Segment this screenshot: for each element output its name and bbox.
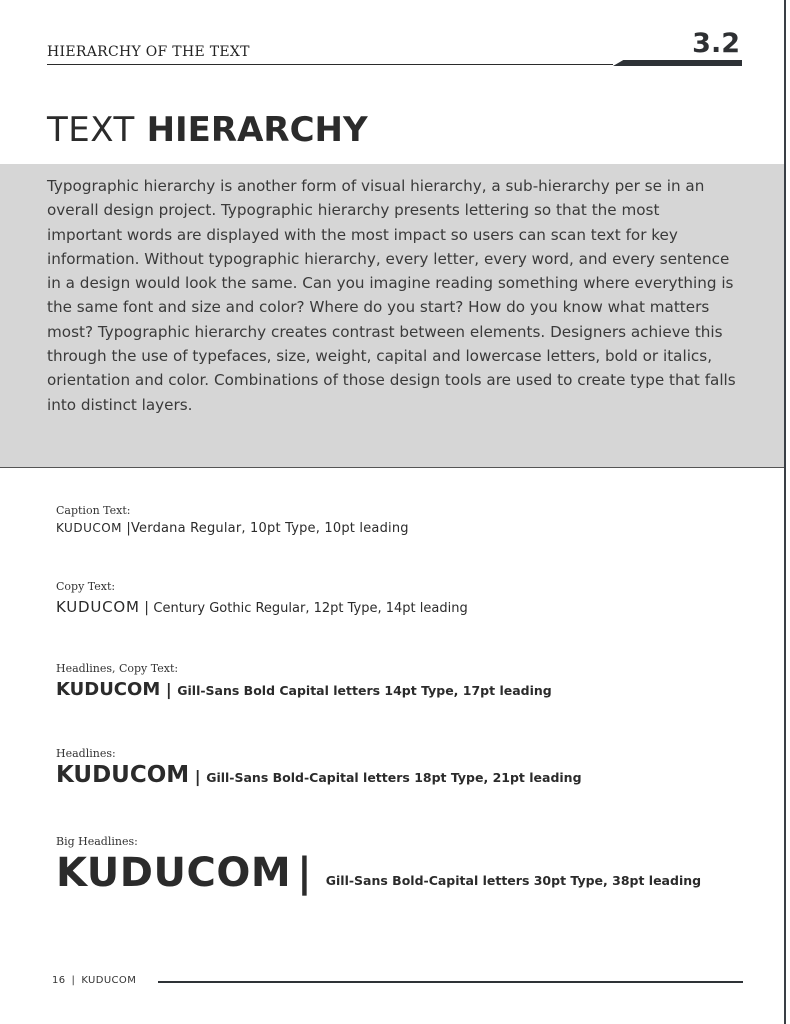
page-number: 16 xyxy=(52,975,66,986)
spec-brand: KUDUCOM xyxy=(56,521,123,535)
intro-paragraph: Typographic hierarchy is another form of visual hierarchy, a sub-hierarchy per se in an overall design project. Typographic hierarchy presents lettering so that the most important words are displayed with the most impact so users can scan text for key information. Without typographic hierarchy, every letter, every word, and every sentence in a design would look the same. Can you imagine reading something where everything is the same font and size and color? Where do you start? How do you know what matters most? Typographic hierarchy creates contrast between elements. Designers achieve this through the use of typefaces, size, weight, capital and lowercase letters, bold or italics, orientation and color. Combinations of those design tools are used to create type that falls into distinct layers. xyxy=(47,177,736,414)
header-accent-bar xyxy=(613,60,742,66)
spec-separator: | xyxy=(194,767,201,786)
spec-headlines xyxy=(56,747,582,788)
spec-label: Headlines, Copy Text: xyxy=(56,662,179,675)
spec-separator: | xyxy=(165,680,172,699)
section-label: HIERARCHY OF THE TEXT xyxy=(47,44,250,60)
spec-sample xyxy=(56,521,409,536)
footer xyxy=(52,975,136,986)
spec-caption-text xyxy=(56,504,409,536)
spec-brand: KUDUCOM xyxy=(56,679,161,700)
spec-sample xyxy=(56,679,552,700)
spec-brand: KUDUCOM xyxy=(56,850,292,896)
spec-description: Gill-Sans Bold Capital letters 14pt Type, 17pt leading xyxy=(177,683,552,698)
spec-description: Century Gothic Regular, 12pt Type, 14pt leading xyxy=(153,601,468,616)
spec-label: Big Headlines: xyxy=(56,835,138,848)
page-title-light: TEXT xyxy=(47,110,135,150)
spec-label: Headlines: xyxy=(56,747,116,760)
spec-sample xyxy=(56,598,468,616)
spec-sample xyxy=(56,850,701,896)
spec-separator: | xyxy=(297,850,312,896)
spec-separator: | xyxy=(126,521,131,536)
spec-description: Gill-Sans Bold-Capital letters 18pt Type, 21pt leading xyxy=(206,770,582,785)
spec-brand: KUDUCOM xyxy=(56,598,140,616)
spec-description: Gill-Sans Bold-Capital letters 30pt Type, 38pt leading xyxy=(325,873,702,888)
spec-label: Caption Text: xyxy=(56,504,131,517)
spec-description: Verdana Regular, 10pt Type, 10pt leading xyxy=(130,521,409,536)
section-number: 3.2 xyxy=(692,28,740,59)
spec-sample xyxy=(56,762,582,788)
footer-rule xyxy=(158,981,743,983)
spec-copy-text xyxy=(56,580,468,616)
spec-big-headlines xyxy=(56,835,701,896)
spec-headlines-copy-text xyxy=(56,662,552,700)
header-divider xyxy=(47,64,613,65)
spec-label: Copy Text: xyxy=(56,580,116,593)
spec-separator: | xyxy=(144,600,149,616)
page-title xyxy=(47,108,368,152)
page-title-bold: HIERARCHY xyxy=(146,110,368,150)
footer-separator: | xyxy=(71,975,76,986)
right-edge-rule xyxy=(784,0,786,1024)
footer-brand: KUDUCOM xyxy=(81,975,137,986)
spec-brand: KUDUCOM xyxy=(56,762,190,788)
